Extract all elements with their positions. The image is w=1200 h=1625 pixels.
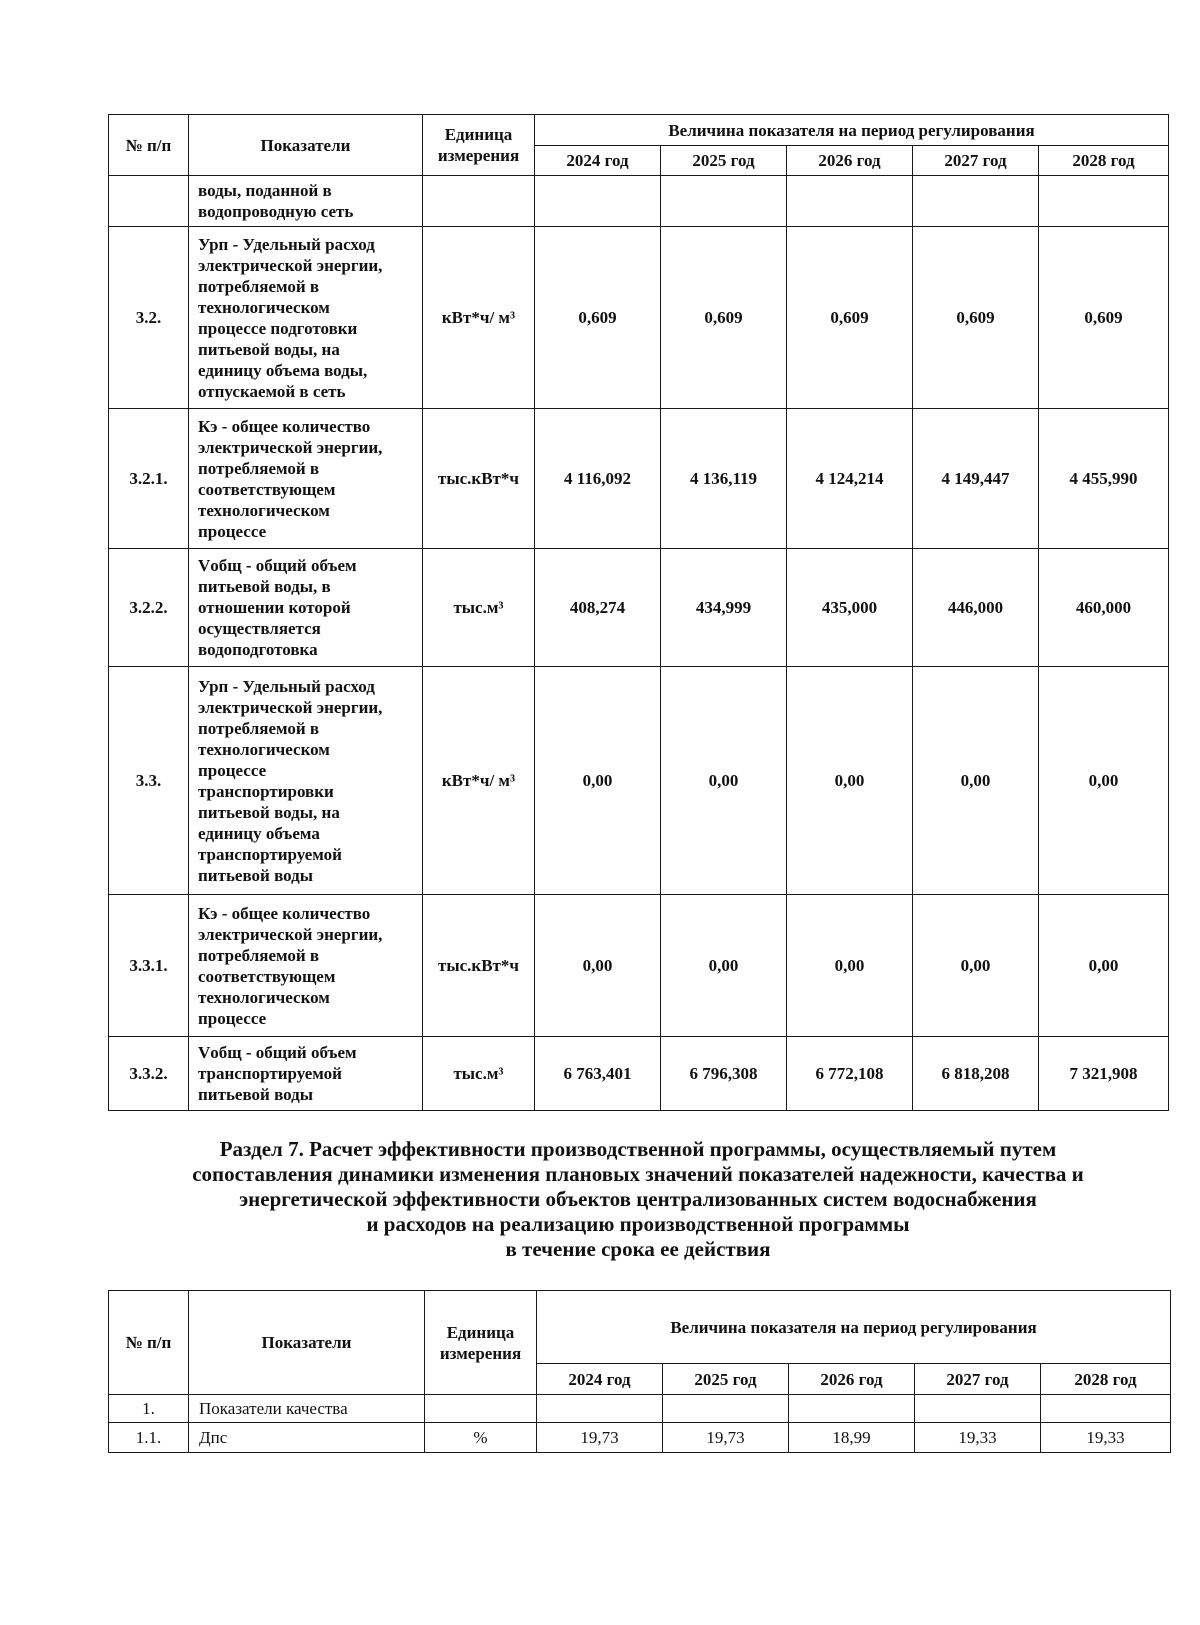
row-value: 19,33 (1041, 1423, 1171, 1453)
row-value: 4 124,214 (787, 409, 913, 549)
row-unit: % (425, 1423, 537, 1453)
row-unit: тыс.кВт*ч (423, 409, 535, 549)
row-value: 435,000 (787, 549, 913, 667)
row-value: 0,00 (913, 895, 1039, 1037)
row-value: 4 455,990 (1039, 409, 1169, 549)
header-year: 2025 год (661, 146, 787, 176)
row-value: 6 772,108 (787, 1037, 913, 1111)
table-row (109, 549, 1169, 667)
header-unit: Единица измерения (425, 1291, 537, 1395)
row-value: 0,00 (1039, 895, 1169, 1037)
row-unit: кВт*ч/ м³ (423, 667, 535, 895)
row-value: 0,609 (1039, 227, 1169, 409)
row-indicator: Показатели качества (189, 1395, 425, 1423)
row-value: 0,609 (535, 227, 661, 409)
row-indicator: Кэ - общее количество электрической энергии, потребляемой в соответствующем технологическом процессе (189, 895, 423, 1037)
header-year: 2027 год (913, 146, 1039, 176)
row-value (663, 1395, 789, 1423)
row-num (109, 176, 189, 227)
row-value (1039, 176, 1169, 227)
row-num: 3.3. (109, 667, 189, 895)
row-value (913, 176, 1039, 227)
row-value (787, 176, 913, 227)
header-year: 2028 год (1039, 146, 1169, 176)
row-value: 446,000 (913, 549, 1039, 667)
row-num: 1.1. (109, 1423, 189, 1453)
row-unit (425, 1395, 537, 1423)
table-row (109, 227, 1169, 409)
row-value: 0,00 (1039, 667, 1169, 895)
row-value: 408,274 (535, 549, 661, 667)
row-unit: тыс.кВт*ч (423, 895, 535, 1037)
header-year: 2028 год (1041, 1364, 1171, 1395)
row-unit: тыс.м³ (423, 1037, 535, 1111)
table-row (109, 667, 1169, 895)
row-indicator: Дпс (189, 1423, 425, 1453)
row-value: 4 149,447 (913, 409, 1039, 549)
row-value (915, 1395, 1041, 1423)
header-indicators: Показатели (189, 115, 423, 176)
row-value: 0,609 (661, 227, 787, 409)
row-indicator: Кэ - общее количество электрической энергии, потребляемой в соответствующем технологическом процессе (189, 409, 423, 549)
row-value: 0,00 (787, 667, 913, 895)
header-period: Величина показателя на период регулирования (537, 1291, 1171, 1364)
row-num: 3.2. (109, 227, 189, 409)
row-unit: тыс.м³ (423, 549, 535, 667)
row-value: 0,00 (661, 667, 787, 895)
row-value (661, 176, 787, 227)
table-row (109, 1037, 1169, 1111)
table-row (109, 1423, 1171, 1453)
header-unit: Единица измерения (423, 115, 535, 176)
header-num: № п/п (109, 115, 189, 176)
row-value: 0,00 (535, 895, 661, 1037)
header-year: 2025 год (663, 1364, 789, 1395)
row-value: 19,73 (663, 1423, 789, 1453)
table-row (109, 895, 1169, 1037)
row-indicator: Vобщ - общий объем питьевой воды, в отношении которой осуществляется водоподготовка (189, 549, 423, 667)
row-unit: кВт*ч/ м³ (423, 227, 535, 409)
row-num: 3.2.2. (109, 549, 189, 667)
row-indicator: Vобщ - общий объем транспортируемой питьевой воды (189, 1037, 423, 1111)
row-value (537, 1395, 663, 1423)
row-value: 0,00 (535, 667, 661, 895)
row-value: 0,609 (913, 227, 1039, 409)
header-year: 2024 год (535, 146, 661, 176)
header-period: Величина показателя на период регулирования (535, 115, 1169, 146)
table-row (109, 176, 1169, 227)
header-indicators: Показатели (189, 1291, 425, 1395)
row-value: 19,73 (537, 1423, 663, 1453)
header-num: № п/п (109, 1291, 189, 1395)
row-unit (423, 176, 535, 227)
row-value: 0,609 (787, 227, 913, 409)
row-value: 0,00 (787, 895, 913, 1037)
row-value: 434,999 (661, 549, 787, 667)
header-year: 2027 год (915, 1364, 1041, 1395)
row-value: 0,00 (913, 667, 1039, 895)
header-year: 2024 год (537, 1364, 663, 1395)
row-value (1041, 1395, 1171, 1423)
row-value: 6 818,208 (913, 1037, 1039, 1111)
row-value: 460,000 (1039, 549, 1169, 667)
table-row (109, 409, 1169, 549)
row-value: 0,00 (661, 895, 787, 1037)
row-num: 3.3.2. (109, 1037, 189, 1111)
header-year: 2026 год (787, 146, 913, 176)
row-value (535, 176, 661, 227)
row-value (789, 1395, 915, 1423)
row-indicator: Урп - Удельный расход электрической энергии, потребляемой в технологическом процессе подготовки питьевой воды, на единицу объема воды, отпускаемой в сеть (189, 227, 423, 409)
row-num: 3.2.1. (109, 409, 189, 549)
row-value: 6 763,401 (535, 1037, 661, 1111)
header-year: 2026 год (789, 1364, 915, 1395)
row-value: 4 116,092 (535, 409, 661, 549)
row-value: 18,99 (789, 1423, 915, 1453)
row-value: 6 796,308 (661, 1037, 787, 1111)
row-num: 1. (109, 1395, 189, 1423)
row-indicator: воды, поданной в водопроводную сеть (189, 176, 423, 227)
section-7-title: Раздел 7. Расчет эффективности производственной программы, осуществляемый путем сопоставления динамики изменения плановых значений показателей надежности, качества и энергетической эффективности объектов централизованных систем водоснабжения и расходов на реализацию производственной программы в течение срока ее действия (192, 1137, 1084, 1261)
row-value: 4 136,119 (661, 409, 787, 549)
row-num: 3.3.1. (109, 895, 189, 1037)
indicators-table-efficiency (108, 1290, 1171, 1453)
indicators-table-energy (108, 114, 1169, 1111)
table-row (109, 1395, 1171, 1423)
row-indicator: Урп - Удельный расход электрической энергии, потребляемой в технологическом процессе транспортировки питьевой воды, на единицу объема транспортируемой питьевой воды (189, 667, 423, 895)
row-value: 7 321,908 (1039, 1037, 1169, 1111)
row-value: 19,33 (915, 1423, 1041, 1453)
